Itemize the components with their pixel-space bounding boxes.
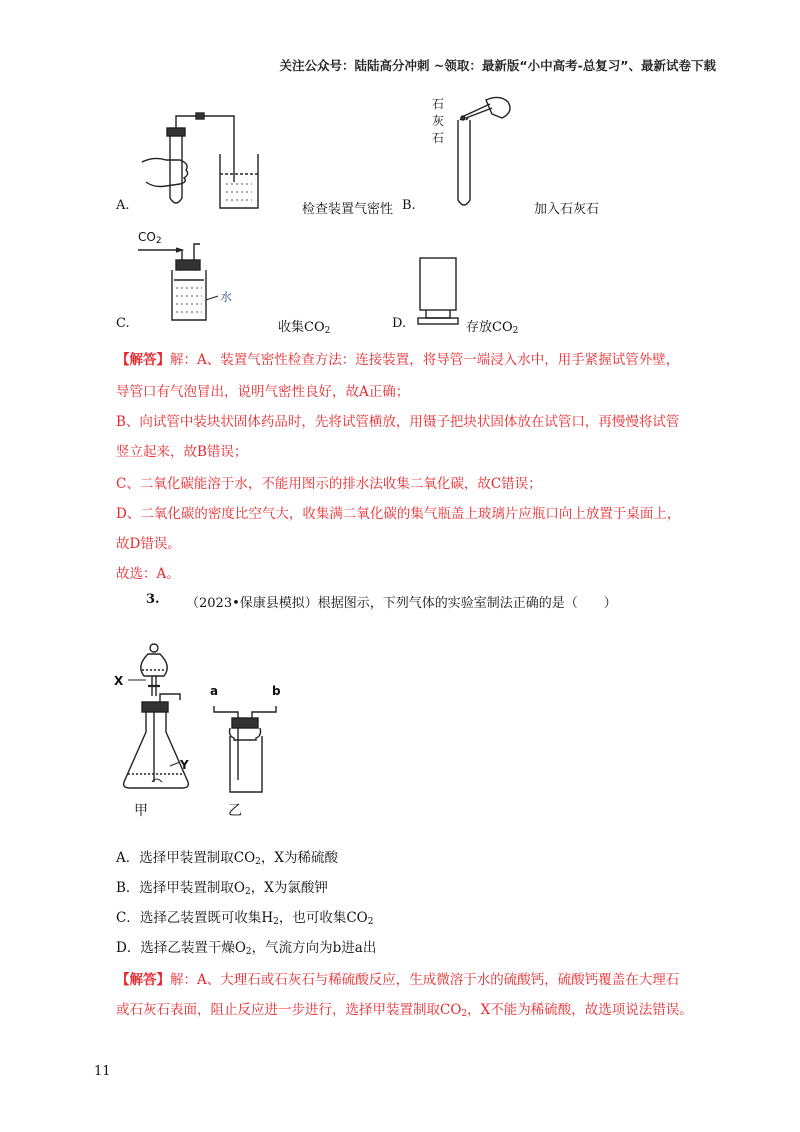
figure-yi-gas-bottle bbox=[206, 698, 286, 798]
q3-number: 3. bbox=[146, 592, 160, 607]
q3-answer-line-2: 或石灰石表面，阻止反应进一步进行，选择甲装置制取$CO_2$，X不能为稀硫酸，故选项说法错误。 bbox=[116, 1002, 693, 1019]
figure-b-port-label: b bbox=[272, 684, 281, 698]
figure-jia-label: 甲 bbox=[134, 803, 148, 819]
figure-jia-generator bbox=[112, 636, 212, 796]
q2-answer-line-6: D、二氧化碳的密度比空气大，收集满二氧化碳的集气瓶盖上玻璃片应瓶口向上放置于桌面上， bbox=[116, 506, 681, 522]
page-header: 关注公众号：陆陆高分冲刺 ~领取：最新版“小中高考-总复习”、最新试卷下载 bbox=[279, 58, 716, 73]
option-a-letter: A. bbox=[116, 198, 130, 213]
q3-option-c: C．选择乙装置既可收集$H_2$，也可收集$CO_2$ bbox=[116, 910, 374, 927]
q2-answer-line-4: 竖立起来，故B错误； bbox=[116, 444, 248, 460]
option-d-letter: D. bbox=[392, 316, 407, 331]
q3-stem: （2023•保康县模拟）根据图示，下列气体的实验室制法正确的是（ ） bbox=[186, 596, 617, 611]
option-d-caption: 存放$CO_2$ bbox=[466, 320, 519, 336]
figure-c-co2-label: $CO_2$ bbox=[138, 230, 162, 246]
figure-c-water-label: 水 bbox=[220, 290, 233, 304]
figure-yi-label: 乙 bbox=[228, 803, 242, 819]
figure-a-label: a bbox=[210, 684, 219, 698]
q2-answer-line-2: 导管口有气泡冒出，说明气密性良好，故A正确； bbox=[116, 384, 410, 400]
option-c-letter: C. bbox=[116, 316, 130, 331]
figure-c-gas-bottle bbox=[138, 240, 248, 326]
q2-answer-line-3: B、向试管中装块状固体药品时，先将试管横放，用镊子把块状固体放在试管口，再慢慢将试管 bbox=[116, 414, 680, 430]
q3-option-a: A．选择甲装置制取$CO_2$，X为稀硫酸 bbox=[116, 850, 339, 867]
option-a-caption: 检查装置气密性 bbox=[302, 202, 394, 217]
option-b-letter: B. bbox=[402, 198, 416, 213]
figure-y-label: Y bbox=[180, 758, 189, 772]
figure-b-label: 石 灰 石 bbox=[432, 97, 445, 145]
q2-answer-line-5: C、二氧化碳能溶于水，不能用图示的排水法收集二氧化碳，故C错误； bbox=[116, 476, 542, 492]
figure-x-label: X bbox=[114, 674, 124, 688]
q2-answer-line-7: 故D错误。 bbox=[116, 536, 181, 552]
figure-b-limestone bbox=[450, 94, 520, 212]
q2-answer-line-1: 【解答】解：A、装置气密性检查方法：连接装置，将导管一端浸入水中，用手紧握试管外壁， bbox=[116, 352, 680, 368]
figure-d-gas-jar bbox=[414, 256, 470, 330]
option-c-caption: 收集$CO_2$ bbox=[278, 320, 331, 336]
figure-a-airtightness-check bbox=[136, 112, 266, 212]
q3-answer-line-1: 【解答】解：A、大理石或石灰石与稀硫酸反应，生成微溶于水的硫酸钙，硫酸钙覆盖在大理石 bbox=[116, 972, 680, 988]
q3-option-d: D．选择乙装置干燥$O_2$，气流方向为b进a出 bbox=[116, 940, 377, 957]
q3-option-b: B．选择甲装置制取$O_2$，X为氯酸钾 bbox=[116, 880, 328, 897]
page-number: 11 bbox=[94, 1064, 111, 1079]
option-b-caption: 加入石灰石 bbox=[534, 202, 600, 217]
q2-answer-conclusion: 故选：A。 bbox=[116, 566, 180, 582]
